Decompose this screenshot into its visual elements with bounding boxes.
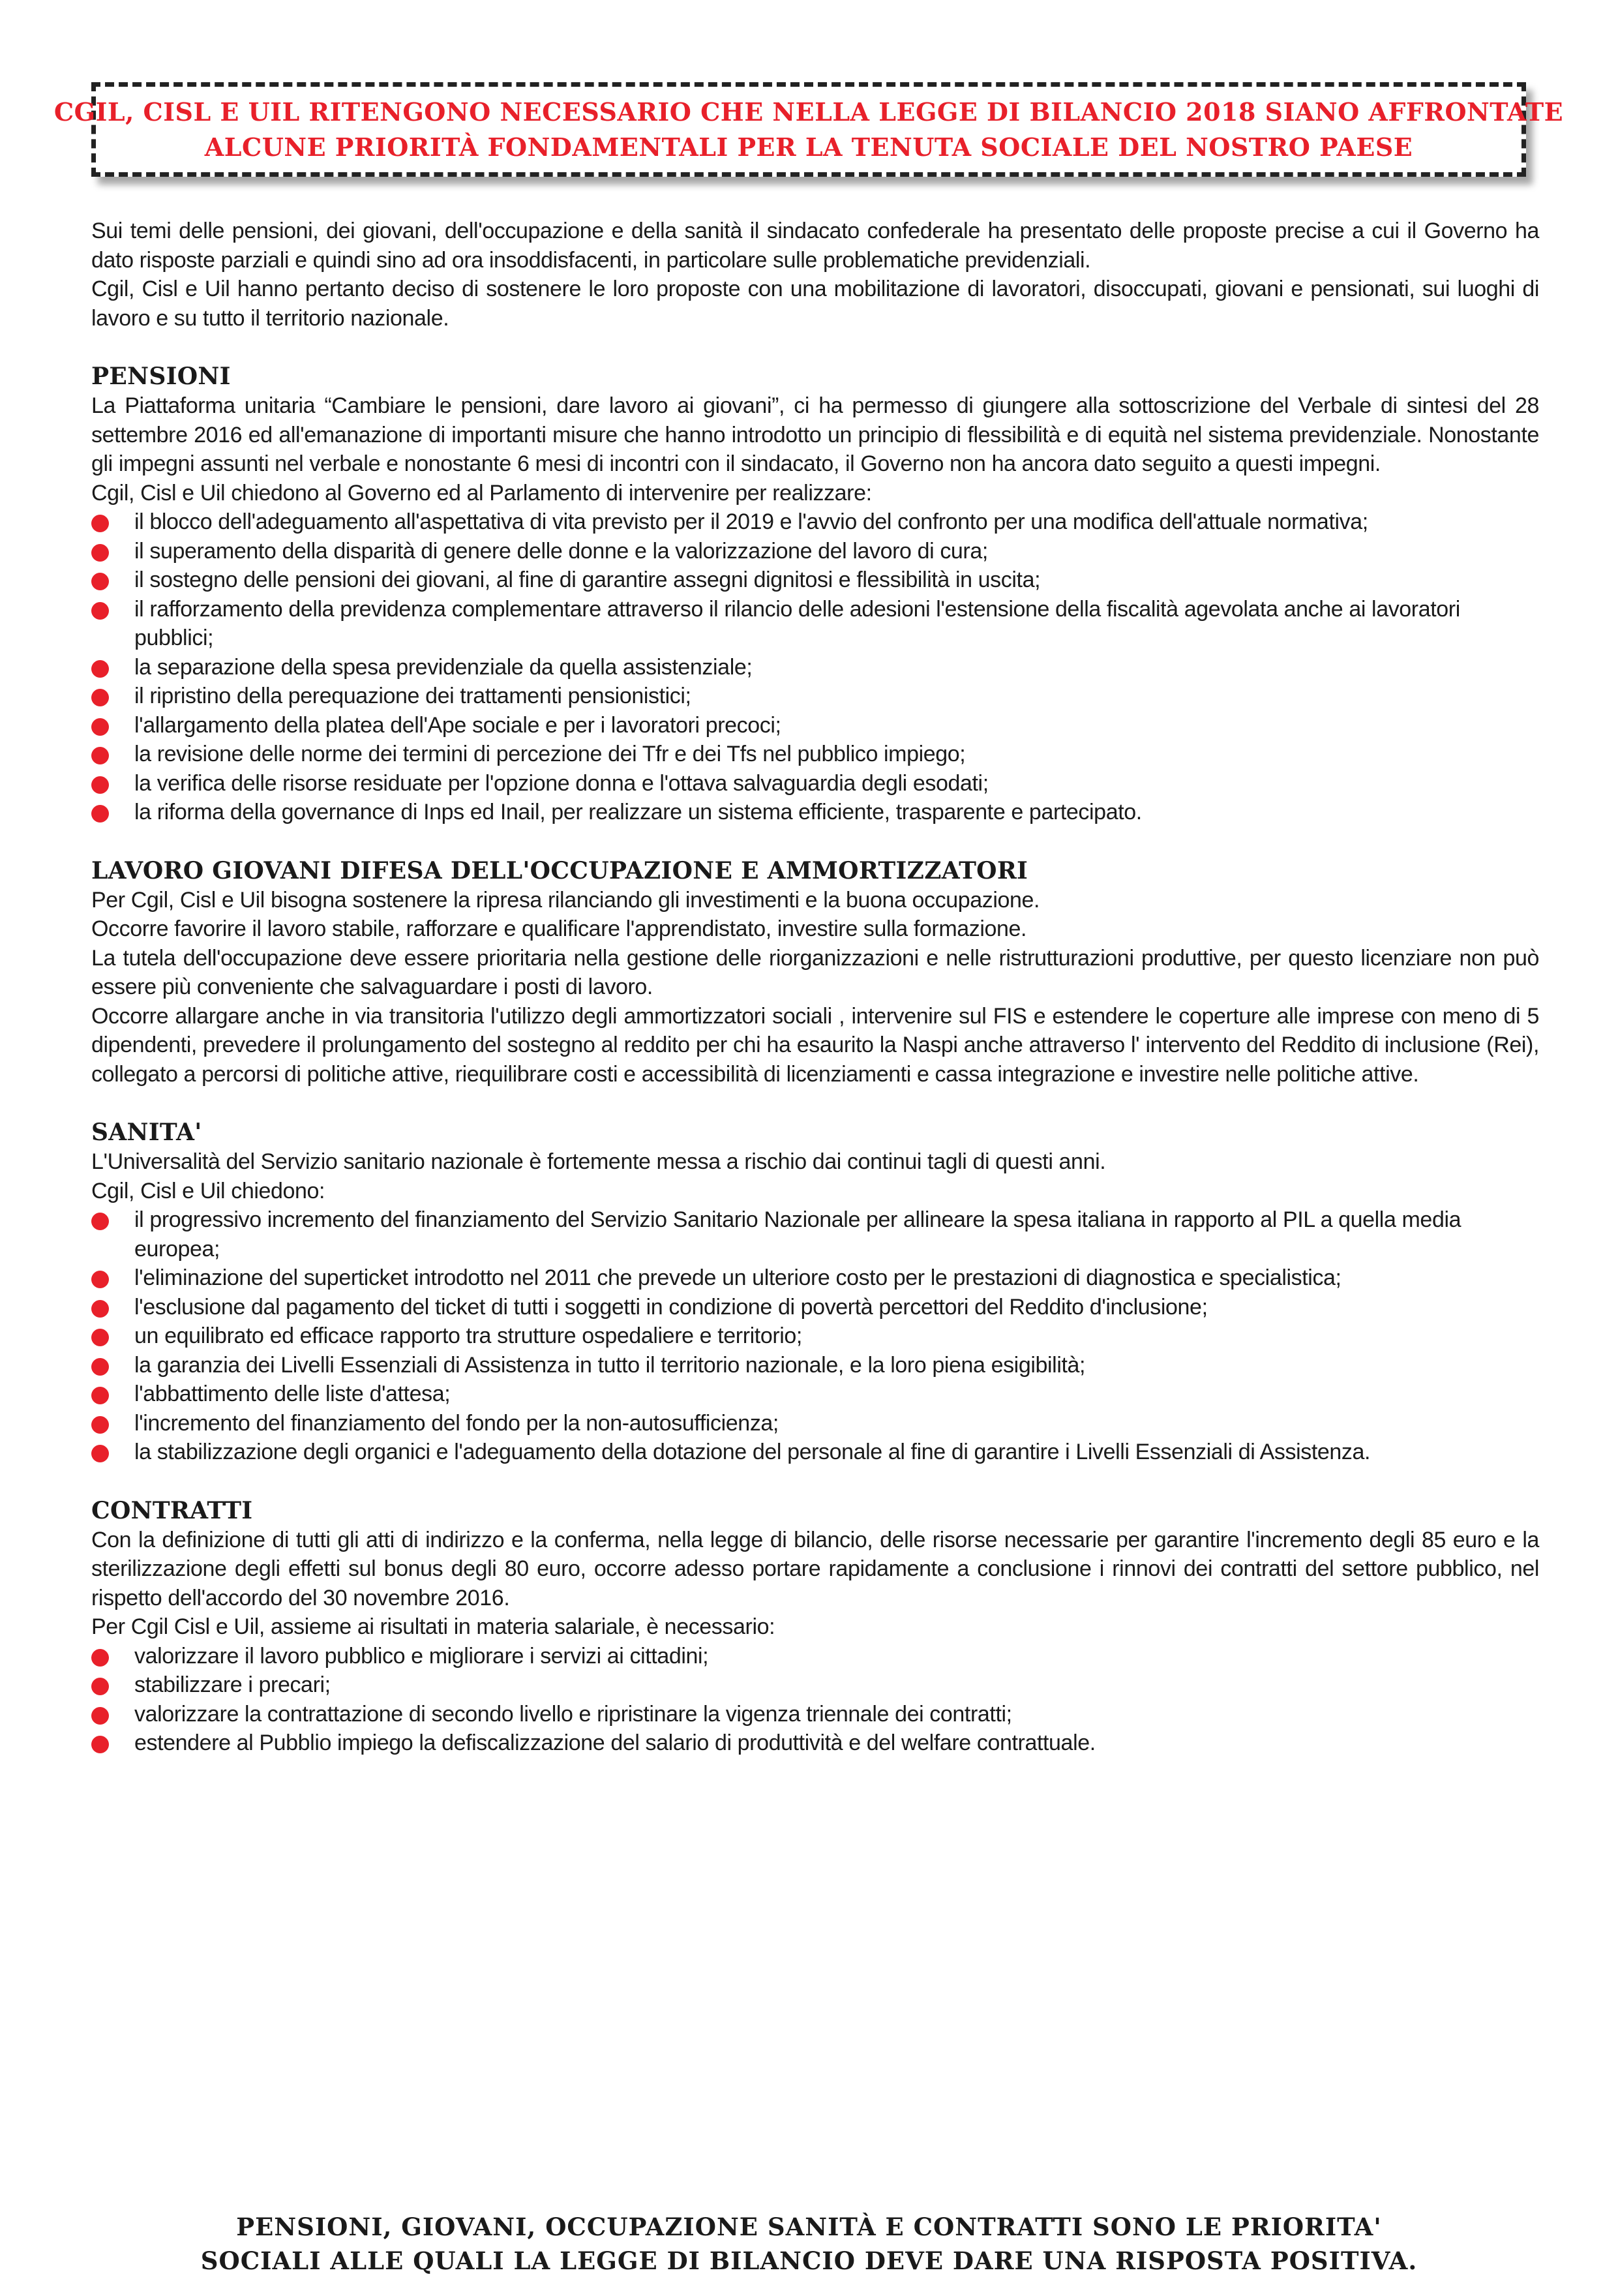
list-item-text: stabilizzare i precari; [134, 1672, 331, 1697]
contratti-section [91, 1496, 1539, 1758]
bullet-dot-icon [91, 747, 109, 764]
header-line-2: ALCUNE PRIORITÀ FONDAMENTALI PER LA TENUTA SOCIALE DEL NOSTRO PAESE [204, 132, 1413, 162]
lavoro-paragraph: Occorre favorire il lavoro stabile, rafforzare e qualificare l'apprendistato, investire sulla formazione. [91, 916, 1027, 941]
list-item [91, 595, 1539, 653]
list-item-text: il sostegno delle pensioni dei giovani, al fine di garantire assegni dignitosi e flessibilità in uscita; [134, 567, 1041, 592]
list-item [91, 798, 1539, 827]
list-item [91, 653, 1539, 682]
pensioni-list [91, 507, 1539, 827]
list-item-text: l'allargamento della platea dell'Ape sociale e per i lavoratori precoci; [134, 712, 781, 738]
bullet-dot-icon [91, 1707, 109, 1725]
contratti-paragraph: Per Cgil Cisl e Uil, assieme ai risultati in materia salariale, è necessario: [91, 1614, 775, 1639]
list-item-text: l'abbattimento delle liste d'attesa; [134, 1382, 451, 1406]
list-item [91, 1670, 1539, 1700]
sanita-paragraph: Cgil, Cisl e Uil chiedono: [91, 1178, 325, 1203]
contratti-paragraph: Con la definizione di tutti gli atti di indirizzo e la conferma, nella legge di bilancio, delle risorse necessarie per garantire l'incremento degli 85 euro e la sterilizzazione degli effetti sul bonus degli 80 euro, occorre adesso portare rapidamente a conclusione i rinnovi dei contratti del settore pubblico, nel rispetto dell'accordo del 30 novembre 2016. [91, 1527, 1539, 1610]
bullet-dot-icon [91, 776, 109, 794]
list-item-text: valorizzare la contrattazione di secondo livello e ripristinare la vigenza triennale dei contratti; [134, 1701, 1012, 1727]
footer-line-2: SOCIALI ALLE QUALI LA LEGGE DI BILANCIO DEVE DARE UNA RISPOSTA POSITIVA. [200, 2246, 1418, 2275]
bullet-dot-icon [91, 1358, 109, 1376]
list-item [91, 1293, 1539, 1322]
header-line-1: CGIL, CISL E UIL RITENGONO NECESSARIO CHE NELLA LEGGE DI BILANCIO 2018 SIANO AFFRONTATE [53, 97, 1564, 127]
document-body [91, 217, 1539, 1758]
bullet-dot-icon [91, 1445, 109, 1462]
bullet-dot-icon [91, 1736, 109, 1753]
list-item [91, 1322, 1539, 1351]
list-item-text: il rafforzamento della previdenza complementare attraverso il rilancio delle adesioni l'estensione della fiscalità agevolata anche ai lavoratori pubblici; [134, 596, 1460, 650]
list-item-text: il progressivo incremento del finanziamento del Servizio Sanitario Nazionale per allineare la spesa italiana in rapporto al PIL a quella media europea; [134, 1207, 1461, 1261]
footer-line-1: PENSIONI, GIOVANI, OCCUPAZIONE SANITÀ E CONTRATTI SONO LE PRIORITA' [236, 2213, 1382, 2241]
list-item [91, 507, 1539, 537]
bullet-dot-icon [91, 573, 109, 590]
list-item [91, 566, 1539, 595]
list-item-text: la verifica delle risorse residuate per l'opzione donna e l'ottava salvaguardia degli esodati; [134, 770, 989, 796]
list-item-text: valorizzare il lavoro pubblico e migliorare i servizi ai cittadini; [134, 1643, 709, 1669]
section-title-sanita: SANITA' [91, 1119, 202, 1146]
bullet-dot-icon [91, 1300, 109, 1318]
list-item-text: estendere al Pubblio impiego la defiscalizzazione del salario di produttività e del welfare contrattuale. [134, 1730, 1096, 1755]
bullet-dot-icon [91, 1387, 109, 1404]
bullet-dot-icon [91, 660, 109, 678]
list-item-text: la separazione della spesa previdenziale da quella assistenziale; [134, 654, 753, 680]
bullet-dot-icon [91, 805, 109, 823]
bullet-dot-icon [91, 1329, 109, 1346]
list-item [91, 1205, 1539, 1263]
list-item [91, 1729, 1539, 1758]
lavoro-paragraph: La tutela dell'occupazione deve essere prioritaria nella gestione delle riorganizzazioni e nelle ristrutturazioni produttive, per questo licenziare non può essere più conveniente che salvaguardare i posti di lavoro. [91, 945, 1539, 999]
intro-paragraph: Sui temi delle pensioni, dei giovani, dell'occupazione e della sanità il sindacato confederale ha presentato delle proposte precise a cui il Governo ha dato risposte parziali e quindi sino ad ora insoddisfacenti, in particolare sulle problematiche previdenziali. [91, 219, 1539, 273]
list-item-text: l'eliminazione del superticket introdotto nel 2011 che prevede un ulteriore costo per le prestazioni di diagnostica e specialistica; [134, 1265, 1341, 1290]
list-item [91, 1409, 1539, 1438]
bullet-dot-icon [91, 602, 109, 620]
intro-section [91, 217, 1539, 333]
list-item-text: la stabilizzazione degli organici e l'adeguamento della dotazione del personale al fine di garantire i Livelli Essenziali di Assistenza. [134, 1440, 1371, 1464]
sanita-paragraph: L'Universalità del Servizio sanitario nazionale è fortemente messa a rischio dai continui tagli di questi anni. [91, 1149, 1106, 1174]
bullet-dot-icon [91, 1416, 109, 1434]
pensioni-section [91, 361, 1539, 827]
lavoro-paragraph: Per Cgil, Cisl e Uil bisogna sostenere la ripresa rilanciando gli investimenti e la buona occupazione. [91, 887, 1040, 913]
list-item-text: il ripristino della perequazione dei trattamenti pensionistici; [134, 684, 691, 708]
bullet-dot-icon [91, 515, 109, 532]
bullet-dot-icon [91, 689, 109, 706]
footer-statement [0, 2210, 1618, 2278]
list-item-text: il blocco dell'adeguamento all'aspettativa di vita previsto per il 2019 e l'avvio del confronto per una modifica dell'attuale normativa; [134, 509, 1368, 534]
intro-paragraph: Cgil, Cisl e Uil hanno pertanto deciso di sostenere le loro proposte con una mobilitazione di lavoratori, disoccupati, giovani e pensionati, sui luoghi di lavoro e su tutto il territorio nazionale. [91, 277, 1539, 331]
sanita-list [91, 1205, 1539, 1467]
list-item-text: l'esclusione dal pagamento del ticket di tutti i soggetti in condizione di povertà percettori del Reddito d'inclusione; [134, 1294, 1208, 1320]
section-title-pensioni: PENSIONI [91, 363, 231, 390]
lavoro-paragraph: Occorre allargare anche in via transitoria l'utilizzo degli ammortizzatori sociali , intervenire sul FIS e estendere le coperture alle imprese con meno di 5 dipendenti, prevedere il prolungamento del sostegno al reddito per chi ha esaurito la Naspi anche attraverso l' intervento del Reddito di inclusione (Rei), collegato a percorsi di politiche attive, riequilibrare costi e accessibilità di licenziamenti e cassa integrazione e investire nelle politiche attive. [91, 1003, 1539, 1087]
list-item-text: il superamento della disparità di genere delle donne e la valorizzazione del lavoro di cura; [134, 538, 988, 564]
list-item [91, 1700, 1539, 1729]
list-item [91, 711, 1539, 740]
bullet-dot-icon [91, 1213, 109, 1230]
pensioni-paragraph: Cgil, Cisl e Uil chiedono al Governo ed al Parlamento di intervenire per realizzare: [91, 480, 872, 506]
lavoro-section [91, 856, 1539, 1089]
bullet-dot-icon [91, 1649, 109, 1667]
contratti-list [91, 1642, 1539, 1758]
list-item [91, 1351, 1539, 1380]
section-title-lavoro: LAVORO GIOVANI DIFESA DELL'OCCUPAZIONE E AMMORTIZZATORI [91, 856, 1028, 884]
sanita-section [91, 1117, 1539, 1467]
bullet-dot-icon [91, 544, 109, 562]
list-item [91, 1438, 1539, 1467]
list-item-text: la garanzia dei Livelli Essenziali di Assistenza in tutto il territorio nazionale, e la loro piena esigibilità; [134, 1352, 1086, 1378]
list-item [91, 769, 1539, 798]
list-item-text: la revisione delle norme dei termini di percezione dei Tfr e dei Tfs nel pubblico impiego; [134, 742, 966, 766]
list-item [91, 537, 1539, 566]
bullet-dot-icon [91, 718, 109, 736]
bullet-dot-icon [91, 1678, 109, 1695]
list-item [91, 1263, 1539, 1293]
pensioni-paragraph: La Piattaforma unitaria “Cambiare le pensioni, dare lavoro ai giovani”, ci ha permesso di giungere alla sottoscrizione del Verbale di sintesi del 28 settembre 2016 ed all'emanazione di importanti misure che hanno introdotto un principio di flessibilità e di equità nel sistema previdenziale. Nonostante gli impegni assunti nel verbale e nonostante 6 mesi di incontri con il sindacato, il Governo non ha ancora dato seguito a questi impegni. [91, 393, 1539, 476]
header-banner [53, 82, 1564, 177]
list-item-text: un equilibrato ed efficace rapporto tra strutture ospedaliere e territorio; [134, 1323, 802, 1348]
list-item-text: la riforma della governance di Inps ed Inail, per realizzare un sistema efficiente, trasparente e partecipato. [134, 800, 1142, 824]
list-item [91, 682, 1539, 711]
bullet-dot-icon [91, 1271, 109, 1288]
list-item-text: l'incremento del finanziamento del fondo per la non-autosufficienza; [134, 1410, 779, 1436]
list-item [91, 1380, 1539, 1409]
list-item [91, 740, 1539, 769]
list-item [91, 1642, 1539, 1671]
section-title-contratti: CONTRATTI [91, 1496, 253, 1524]
